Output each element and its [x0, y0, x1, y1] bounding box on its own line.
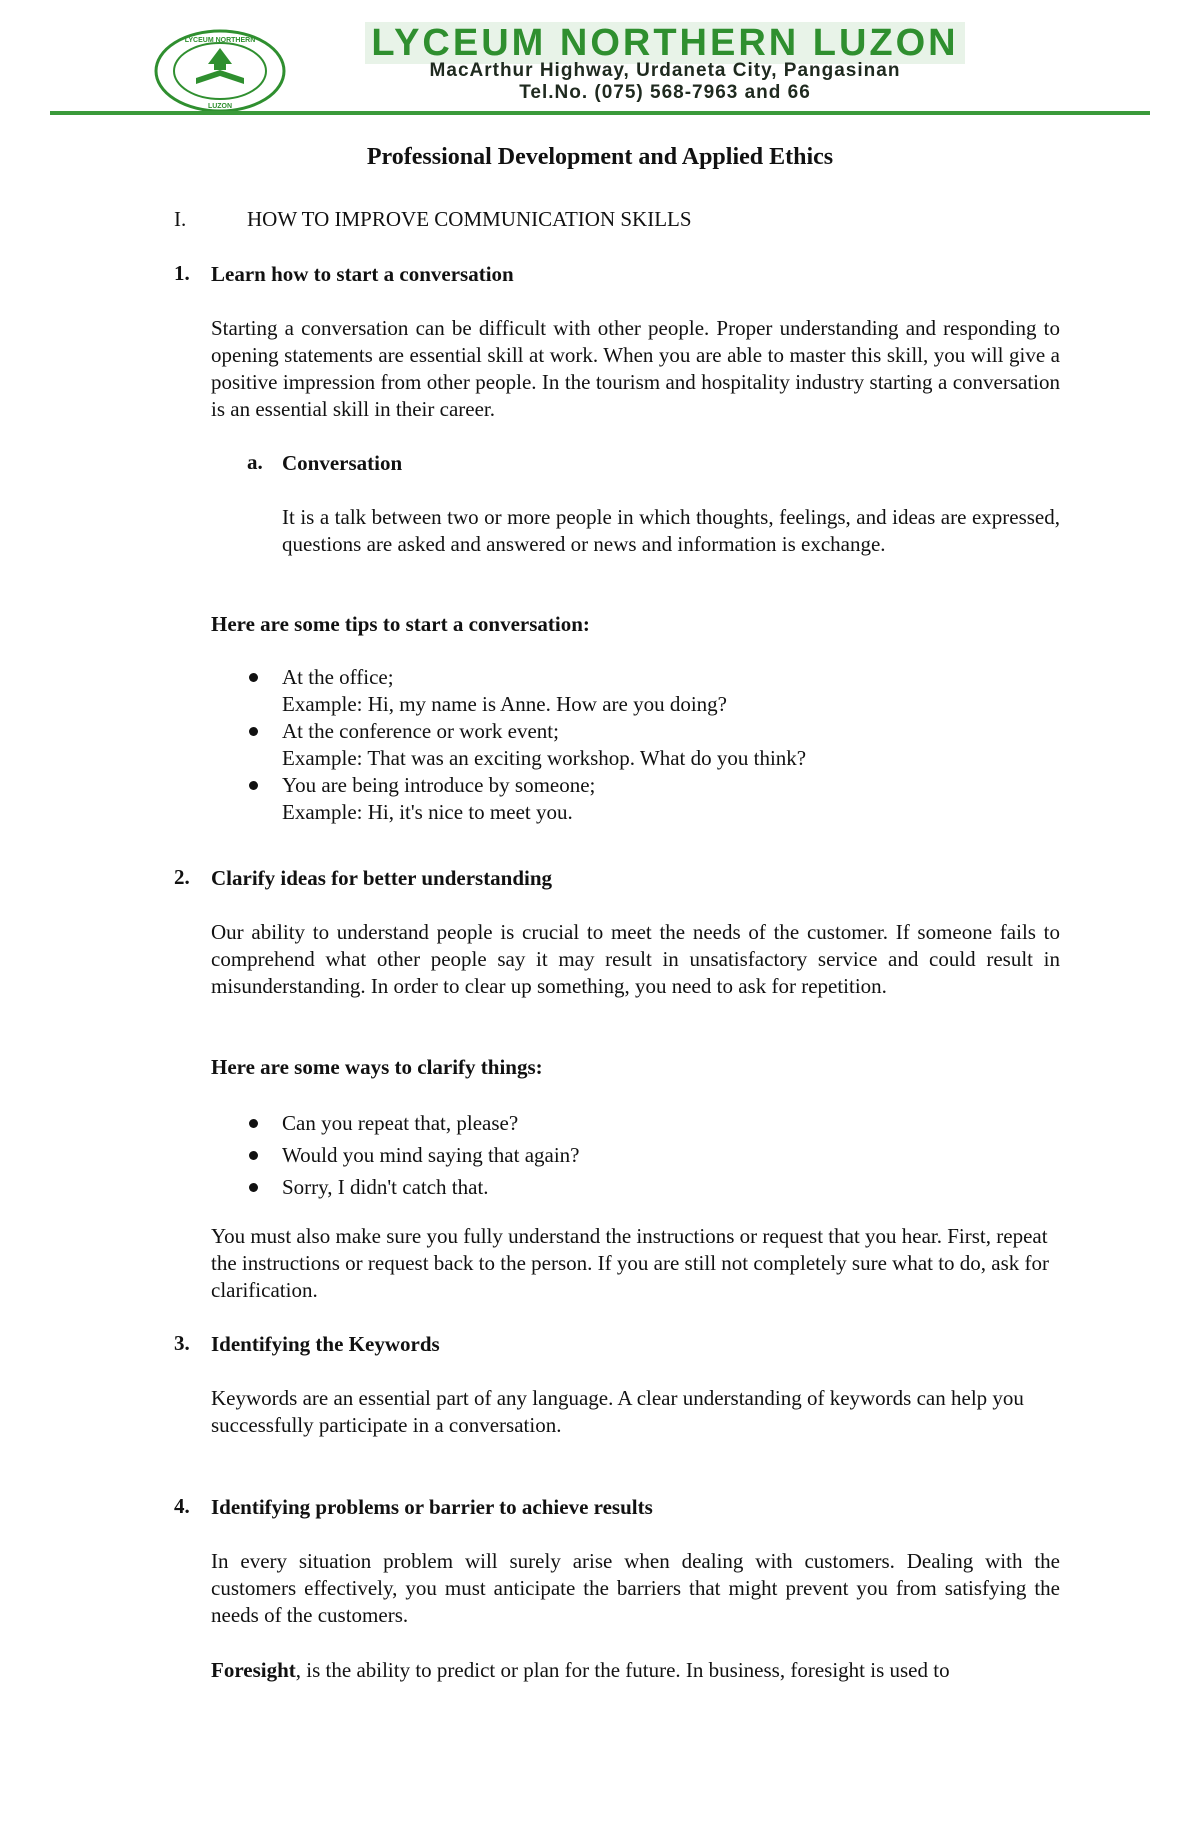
item-number: 4. [174, 1494, 190, 1518]
list-item: Sorry, I didn't catch that. [282, 1171, 1082, 1203]
sub-letter: a. [247, 450, 263, 474]
school-seal-logo [152, 28, 288, 114]
tips-heading: Here are some tips to start a conversation: [211, 612, 590, 636]
subsection-heading: Clarify ideas for better understanding [211, 866, 553, 890]
sub-heading: Conversation [282, 451, 403, 475]
foresight-text: , is the ability to predict or plan for the future. In business, foresight is used to [295, 1658, 950, 1682]
ways-list [282, 1107, 1082, 1203]
paragraph: In every situation problem will surely arise when dealing with customers. Dealing with the customers effectively, you must anticipate the barriers that might prevent you from satisfying the needs of the customers. [211, 1549, 1060, 1627]
subsection-heading: Learn how to start a conversation [211, 262, 514, 286]
ways-heading: Here are some ways to clarify things: [211, 1055, 543, 1079]
paragraph: It is a talk between two or more people in which thoughts, feelings, and ideas are expressed, questions are asked and answered or news and information is exchange. [282, 505, 1060, 556]
school-telephone: Tel.No. (075) 568-7963 and 66 [519, 82, 811, 103]
list-item: At the conference or work event; Example: That was an exciting workshop. What do you think? [282, 718, 1082, 772]
logo-text-top: LYCEUM NORTHERN [184, 37, 256, 44]
school-name: LYCEUM NORTHERN LUZON [305, 22, 1025, 64]
letterhead [0, 0, 1200, 125]
list-item: At the office; Example: Hi, my name is Anne. How are you doing? [282, 664, 1082, 718]
list-item: You are being introduce by someone; Example: Hi, it's nice to meet you. [282, 772, 1082, 826]
paragraph: Our ability to understand people is crucial to meet the needs of the customer. If someone fails to comprehend what other people say it may result in unsatisfactory service and could result in misunderstanding. In order to clear up something, you need to ask for repetition. [211, 920, 1060, 998]
foresight-paragraph [211, 1657, 1091, 1684]
section-number: I. [174, 207, 187, 231]
logo-text-bottom: LUZON [207, 103, 233, 110]
list-item: Would you mind saying that again? [282, 1139, 1082, 1171]
paragraph: Keywords are an essential part of any language. A clear understanding of keywords can help you successfully participate in a conversation. [211, 1386, 1024, 1437]
subsection-heading: Identifying problems or barrier to achieve results [211, 1495, 653, 1519]
item-number: 3. [174, 1331, 190, 1355]
page-title: Professional Development and Applied Ethics [366, 144, 834, 170]
list-item: Can you repeat that, please? [282, 1107, 1082, 1139]
tips-list [282, 664, 1082, 826]
paragraph: Starting a conversation can be difficult with other people. Proper understanding and responding to opening statements are essential skill at work. When you are able to master this skill, you will give a positive impression from other people. In the tourism and hospitality industry starting a conversation is an essential skill in their career. [211, 316, 1060, 421]
section-title: HOW TO IMPROVE COMMUNICATION SKILLS [247, 207, 692, 231]
item-number: 1. [174, 261, 190, 285]
header-divider [50, 111, 1150, 115]
paragraph: You must also make sure you fully understand the instructions or request that you hear. First, repeat the instructions or request back to the person. If you are still not completely sure what to do, ask for clarification. [211, 1224, 1050, 1302]
school-address: MacArthur Highway, Urdaneta City, Pangasinan [429, 60, 901, 81]
foresight-term: Foresight [211, 1658, 296, 1682]
subsection-heading: Identifying the Keywords [211, 1332, 440, 1356]
item-number: 2. [174, 865, 190, 889]
